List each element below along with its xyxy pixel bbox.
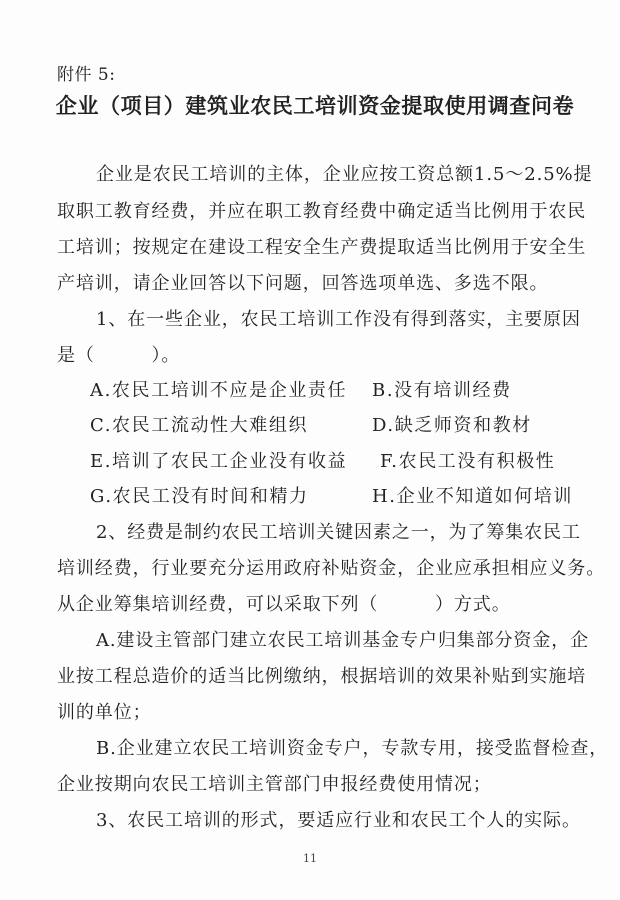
intro-line: 工培训；按规定在建设工程安全生产费提取适当比例用于安全生: [57, 237, 587, 258]
question-2-option-a: A.建设主管部门建立农民工培训基金专户归集部分资金，企: [96, 630, 590, 651]
question-1-text: 是（ ）。: [57, 345, 181, 366]
question-2-text: 2、经费是制约农民工培训关键因素之一，为了筹集农民工: [96, 522, 581, 543]
question-1-text: 1、在一些企业，农民工培训工作没有得到落实，主要原因: [96, 309, 581, 330]
question-2-option-a: 业按工程总造价的适当比例缴纳，根据培训的效果补贴到实施培: [57, 666, 587, 687]
question-2-option-b: 企业按期向农民工培训主管部门申报经费使用情况；: [57, 774, 492, 795]
question-2-text: 从企业筹集培训经费，可以采取下列（ ）方式。: [57, 594, 511, 615]
question-1-option-h: H.企业不知道如何培训: [372, 486, 574, 507]
question-2-text: 培训经费，行业要充分运用政府补贴资金，企业应承担相应义务。: [57, 558, 606, 579]
question-3-text: 3、农民工培训的形式，要适应行业和农民工个人的实际。: [96, 810, 581, 831]
intro-line: 企业是农民工培训的主体，企业应按工资总额1.5～2.5%提: [96, 164, 593, 185]
question-2-option-b: B.企业建立农民工培训资金专户，专款专用，接受监督检查，: [96, 738, 609, 759]
question-2-option-a: 训的单位；: [57, 702, 152, 723]
question-1-option-a: A.农民工培训不应是企业责任: [90, 380, 348, 401]
question-1-option-d: D.缺乏师资和教材: [372, 415, 532, 436]
intro-line: 产培训，请企业回答以下问题，回答选项单选、多选不限。: [57, 273, 549, 294]
attachment-label: 附件 5:: [57, 65, 116, 85]
question-1-option-g: G.农民工没有时间和精力: [90, 486, 309, 507]
page-title: 企业（项目）建筑业农民工培训资金提取使用调查问卷: [55, 94, 575, 118]
question-1-option-b: B.没有培训经费: [372, 380, 512, 401]
intro-line: 取职工教育经费，并应在职工教育经费中确定适当比例用于农民: [57, 201, 587, 222]
question-1-option-e: E.培训了农民工企业没有收益: [90, 451, 348, 472]
page-number: 11: [303, 852, 317, 865]
question-1-option-f: F.农民工没有积极性: [380, 451, 556, 472]
question-1-option-c: C.农民工流动性大难组织: [90, 415, 309, 436]
